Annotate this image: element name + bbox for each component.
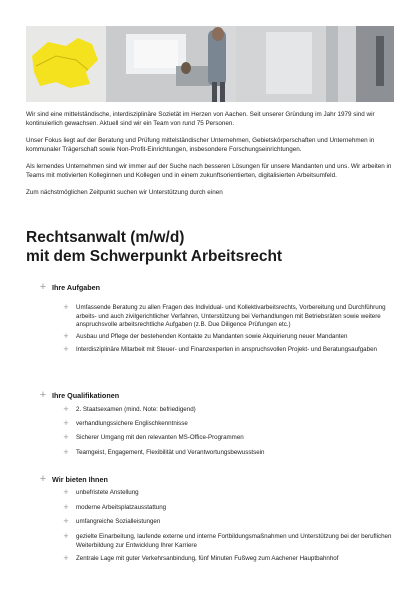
task-list [62,304,398,355]
plus-icon: + [63,343,69,354]
list-item [62,406,398,415]
intro-text [26,110,396,205]
list-item [62,552,398,564]
plus-icon: + [63,302,69,312]
intro-paragraph-2: Unser Fokus liegt auf der Beratung und Prüfung mittelständischer Unternehmen, Gebietskörperschaften und Unternehmen in kommunaler Trägerschaft sowie Non-Profit-Einrichtungen, insbesondere Forschungseinrichtungen. [26,137,375,153]
list-item [62,343,398,355]
office-photo-illustration [26,26,394,102]
intro-paragraph-4: Zum nächstmöglichen Zeitpunkt suchen wir Unterstützung durch einen [26,189,223,196]
qualification-list [62,406,398,457]
plus-icon: + [39,281,47,293]
plus-icon: + [63,446,69,457]
plus-icon: + [63,552,69,563]
list-item [62,420,398,429]
list-item-text: Ausbau und Pflege der bestehenden Kontakte zu Mandanten sowie Akquirierung neuer Mandanten [76,333,348,341]
plus-icon: + [63,531,69,542]
section-title: Ihre Qualifikationen [52,390,120,400]
list-item [62,304,398,330]
plus-icon: + [63,432,69,443]
plus-icon: + [63,404,69,414]
plus-icon: + [63,331,69,342]
intro-paragraph-3: Als lernendes Unternehmen sind wir immer auf der Suche nach besseren Lösungen für unsere Mandanten und uns. Wir arbeiten in Teams mit motivierten Kolleginnen und Kollegen und in einem zukunftsorientierten, digitalisierten Arbeitsumfeld. [26,163,392,179]
section-heading [38,474,108,484]
list-item [62,518,398,527]
list-item-text: umfangreiche Sozialleistungen [76,518,161,526]
list-item [62,333,398,342]
list-item-text: unbefristete Anstellung [76,489,139,496]
list-item [62,434,398,443]
job-title [26,229,396,266]
section-title: Wir bieten Ihnen [52,474,108,484]
header-photo [26,26,394,102]
list-item-text: verhandlungssichere Englischkenntnisse [76,420,188,428]
plus-icon: + [63,516,69,527]
plus-icon: + [39,389,47,401]
list-item [62,533,398,550]
benefits-list [62,489,398,563]
list-item-text: Interdisziplinäre Mitarbeit mit Steuer- und Finanzexperten in anspruchsvollen Projekt- und Beratungsaufgaben [76,345,377,353]
list-item-text: moderne Arbeitsplatzausstattung [76,503,167,511]
list-item [62,489,398,498]
list-item-text: gezielte Einarbeitung, laufende externe und interne Fortbildungsmaßnahmen und Unterstützung bei der beruflichen Weiterbildung zur Entwicklung Ihrer Karriere [76,533,392,549]
list-item [62,501,398,513]
section-title: Ihre Aufgaben [52,282,101,292]
intro-paragraph-1: Wir sind eine mittelständische, interdisziplinäre Sozietät im Herzen von Aachen. Seit unserer Gründung im Jahr 1979 sind wir kontinuierlich gewachsen. Aktuell sind wir ein Team von rund 75 Personen. [26,111,375,127]
list-item-text: Zentrale Lage mit guter Verkehrsanbindung, fünf Minuten Fußweg zum Aachener Hauptbahnhof [76,554,339,562]
list-item-text: Teamgeist, Engagement, Flexibilität und Verantwortungsbewusstsein [76,448,265,456]
plus-icon: + [63,487,69,497]
job-title-line-1: Rechtsanwalt (m/w/d) [26,229,185,246]
list-item-text: Sicherer Umgang mit den relevanten MS-Office-Programmen [76,434,244,442]
list-item-text: Umfassende Beratung zu allen Fragen des Individual- und Kollektivarbeitsrechts, Vorbereitung und Durchführung arbeits- und auch zivilgerichtlicher Verfahren, Unterstützung bei Verhandlungen mit Betriebsräten sowie weitere anspruchsvolle arbeitsrechtliche Aufgaben (z.B. Due Diligence Prüfungen etc.) [76,304,386,329]
plus-icon: + [63,501,69,512]
section-heading [38,282,100,292]
list-item [62,446,398,458]
plus-icon: + [63,418,69,429]
plus-icon: + [39,473,47,485]
section-heading [38,390,119,400]
list-item-text: 2. Staatsexamen (mind. Note: befriedigend) [76,406,196,413]
job-title-line-2: mit dem Schwerpunkt Arbeitsrecht [26,247,283,265]
